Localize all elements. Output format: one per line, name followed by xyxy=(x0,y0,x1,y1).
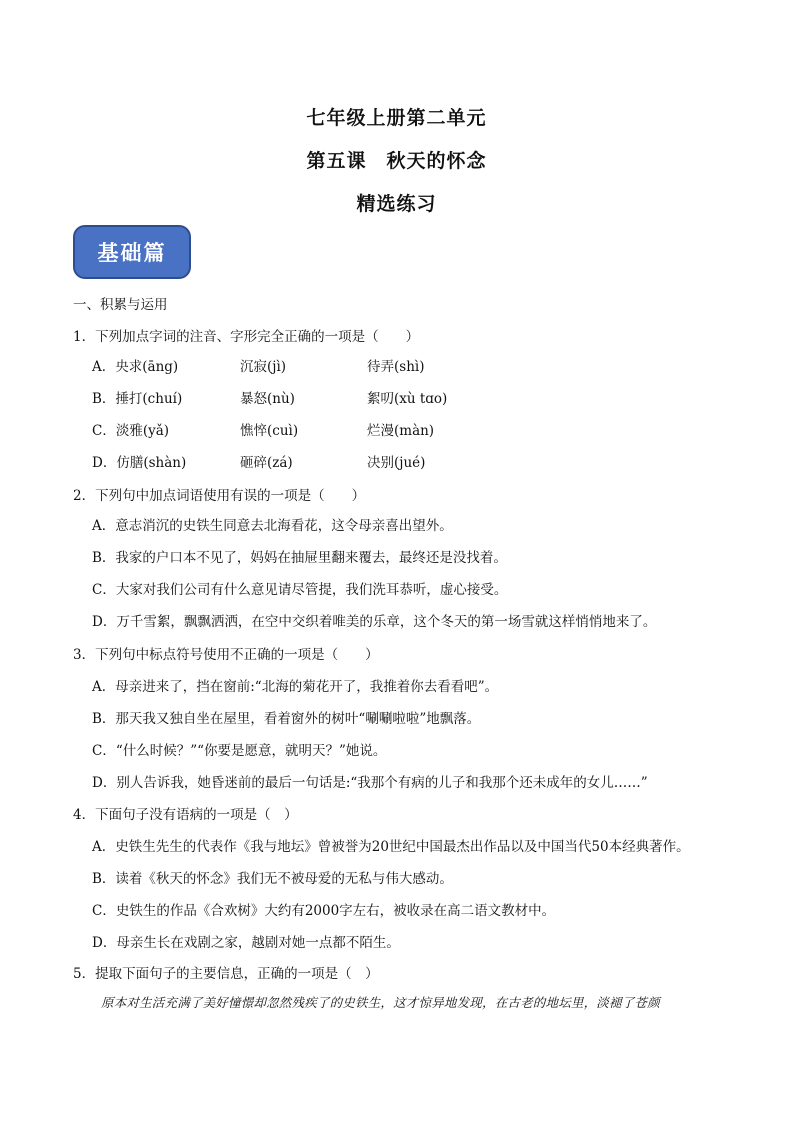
q4-option-d: D．母亲生长在戏剧之家，越剧对她一点都不陌生。 xyxy=(92,935,400,951)
q1-row-d-col-3: 决别(jué) xyxy=(367,455,426,471)
q3-option-c: C．“什么时候？”“你要是愿意，就明天？”她说。 xyxy=(92,743,387,759)
question-5-stem: 5．提取下面句子的主要信息，正确的一项是（ ） xyxy=(73,966,379,982)
q3-option-a: A．母亲进来了，挡在窗前:“北海的菊花开了，我推着你去看看吧”。 xyxy=(92,679,499,695)
question-1-stem: 1．下列加点字词的注音、字形完全正确的一项是（ ） xyxy=(73,329,420,345)
q1-row-b-col-2: 暴怒(nù) xyxy=(240,391,295,407)
lesson-title: 第五课 秋天的怀念 xyxy=(306,150,487,172)
q4-option-b: B．读着《秋天的怀念》我们无不被母爱的无私与伟大感动。 xyxy=(92,871,453,887)
q1-row-a-col-2: 沉寂(jì) xyxy=(240,359,287,375)
section-badge: 基础篇 xyxy=(73,225,191,279)
q2-option-b: B．我家的户口本不见了，妈妈在抽屉里翻来覆去，最终还是没找着。 xyxy=(92,550,507,566)
section-heading: 一、积累与运用 xyxy=(73,297,168,313)
q1-row-c-col-3: 烂漫(màn) xyxy=(367,423,435,439)
page-title: 七年级上册第二单元 xyxy=(306,107,487,129)
q5-passage: 原本对生活充满了美好憧憬却忽然残疾了的史铁生，这才惊异地发现，在古老的地坛里，淡褪了苍颜 xyxy=(101,995,660,1010)
q3-option-b: B．那天我又独自坐在屋里，看着窗外的树叶“唰唰啦啦”地飘落。 xyxy=(92,711,481,727)
q1-row-b-col-3: 絮叨(xù tɑo) xyxy=(367,391,448,407)
q4-option-c: C．史铁生的作品《合欢树》大约有2000字左右，被收录在高二语文教材中。 xyxy=(92,903,556,919)
q3-option-d: D．别人告诉我，她昏迷前的最后一句话是:“我那个有病的儿子和我那个还未成年的女儿……” xyxy=(92,775,648,791)
q2-option-d: D．万千雪絮，飘飘洒洒，在空中交织着唯美的乐章，这个冬天的第一场雪就这样悄悄地来了。 xyxy=(92,614,657,630)
question-3-stem: 3．下列句中标点符号使用不正确的一项是（ ） xyxy=(73,647,379,663)
q4-option-a: A．史铁生先生的代表作《我与地坛》曾被誉为20世纪中国最杰出作品以及中国当代50本经典著作。 xyxy=(92,839,690,855)
q2-option-a: A．意志消沉的史铁生同意去北海看花，这令母亲喜出望外。 xyxy=(92,518,453,534)
q1-row-c-col-1: C．淡雅(yǎ) xyxy=(92,423,170,439)
question-4-stem: 4．下面句子没有语病的一项是（ ） xyxy=(73,807,298,823)
q1-row-a-col-3: 待弄(shì) xyxy=(367,359,425,375)
question-2-stem: 2．下列句中加点词语使用有误的一项是（ ） xyxy=(73,488,366,504)
q1-row-c-col-2: 憔悴(cuì) xyxy=(240,423,299,439)
q1-row-d-col-2: 砸碎(zá) xyxy=(240,455,293,471)
q1-row-a-col-1: A．央求(āng) xyxy=(92,359,179,375)
q1-row-b-col-1: B．捶打(chuí) xyxy=(92,391,183,407)
q2-option-c: C．大家对我们公司有什么意见请尽管提，我们洗耳恭听，虚心接受。 xyxy=(92,582,508,598)
exercise-subtitle: 精选练习 xyxy=(356,193,437,215)
q1-row-d-col-1: D．仿膳(shàn) xyxy=(92,455,187,471)
